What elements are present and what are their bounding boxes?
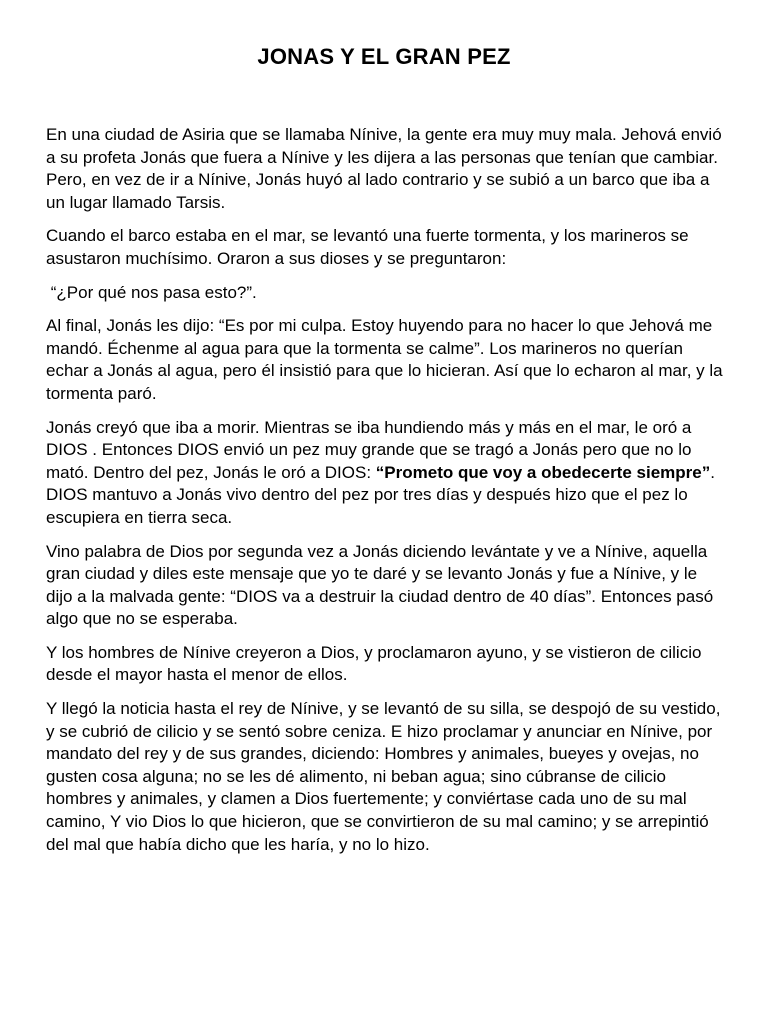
- paragraph-5: [46, 417, 726, 530]
- paragraph-5-bold-quote: “Prometo que voy a obedecerte siempre”: [375, 462, 711, 482]
- document-title: JONAS Y EL GRAN PEZ: [257, 44, 511, 69]
- paragraph-5-text-before: Jonás creyó que iba a morir. Mientras se iba hundiendo más y más en el mar, le oró a DIOS . Entonces DIOS envió un pez muy grande que se tragó a Jonás pero que no lo mató. Dentro del pez, Jonás le oró a DIOS:: [46, 417, 692, 482]
- paragraph-3: “¿Por qué nos pasa esto?”.: [46, 282, 257, 302]
- paragraph-4: Al final, Jonás les dijo: “Es por mi culpa. Estoy huyendo para no hacer lo que Jehová me mandó. Échenme al agua para que la tormenta se calme”. Los marineros no querían echar a Jonás al agua, pero él insistió para que lo hicieran. Así que lo echaron al mar, y la tormenta paró.: [46, 316, 723, 403]
- paragraph-5-text-after: . DIOS mantuvo a Jonás vivo dentro del pez por tres días y después hizo que el pez lo escupiera en tierra seca.: [46, 462, 715, 527]
- document-body: [46, 124, 726, 867]
- paragraph-1: En una ciudad de Asiria que se llamaba Nínive, la gente era muy muy mala. Jehová envió a su profeta Jonás que fuera a Nínive y les dijera a las personas que tenían que cambiar. Pero, en vez de ir a Nínive, Jonás huyó al lado contrario y se subió a un barco que iba a un lugar llamado Tarsis.: [46, 125, 722, 212]
- paragraph-7: Y los hombres de Nínive creyeron a Dios, y proclamaron ayuno, y se vistieron de cilicio desde el mayor hasta el menor de ellos.: [46, 642, 702, 685]
- paragraph-2: Cuando el barco estaba en el mar, se levantó una fuerte tormenta, y los marineros se asustaron muchísimo. Oraron a sus dioses y se preguntaron:: [46, 226, 689, 268]
- paragraph-8: Y llegó la noticia hasta el rey de Nínive, y se levantó de su silla, se despojó de su vestido, y se cubrió de cilicio y se sentó sobre ceniza. E hizo proclamar y anunciar en Nínive, por mandato del rey y de sus grandes, diciendo: Hombres y animales, bueyes y ovejas, no gusten cosa alguna; no se les dé alimento, ni beban agua; sino cúbranse de cilicio hombres y animales, y clamen a Dios fuertemente; y conviértase cada uno de su mal camino, Y vio Dios lo que hicieron, que se convirtieron de su mal camino; y se arrepintió del mal que había dicho que les haría, y no lo hizo.: [46, 699, 721, 854]
- paragraph-6: Vino palabra de Dios por segunda vez a Jonás diciendo levántate y ve a Nínive, aquella gran ciudad y diles este mensaje que yo te daré y se levanto Jonás y fue a Nínive, y le dijo a la malvada gente: “DIOS va a destruir la ciudad dentro de 40 días”. Entonces pasó algo que no se esperaba.: [46, 541, 714, 629]
